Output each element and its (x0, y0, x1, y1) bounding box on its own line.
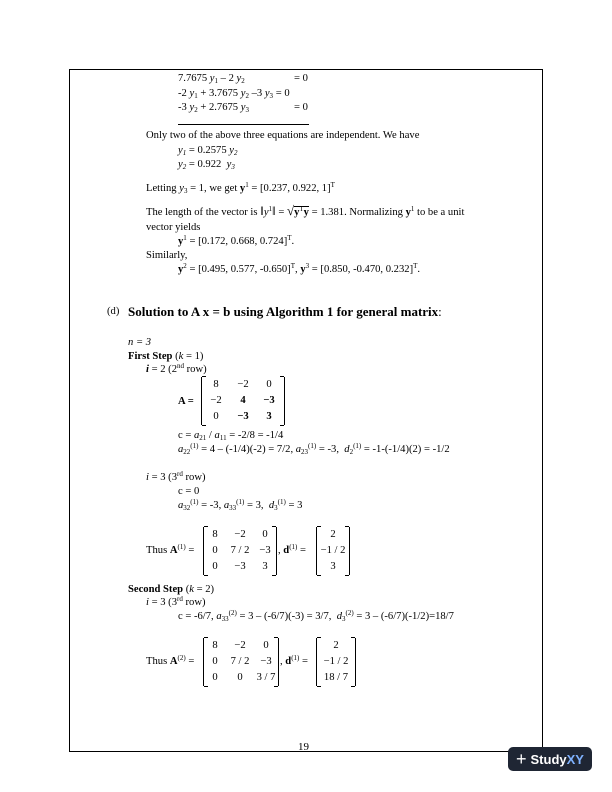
vector-yields: vector yields (146, 222, 201, 233)
logo-text: Study (530, 751, 567, 767)
matrix-cell: 3 (266, 411, 272, 422)
matrix-cell: −3 (259, 545, 271, 556)
y1-relation: $y_1 = 0.2575$ $y_2$ (178, 145, 238, 157)
letting-line: Letting $y_3 = 1$, we get $y^1 = [0.237$, 0.922, 1]$^T$ (146, 181, 335, 195)
eq1-rhs: = 0 (294, 73, 308, 84)
page-frame (69, 69, 543, 752)
matrix-cell: −2 (237, 379, 249, 390)
d1-label: , $d^{(1)}$ = (278, 543, 306, 556)
eq3-lhs: -3 $y_2 + 2.7675$ $y_3$ (178, 102, 249, 114)
matrix-cell: 2 (333, 640, 339, 651)
matrix-cell: 7 / 2 (230, 545, 250, 556)
matrix-cell: −3 (263, 395, 275, 406)
eq3-rhs: = 0 (294, 102, 308, 113)
n-line: n = 3 (128, 337, 152, 348)
c-zero: c = 0 (178, 486, 200, 497)
i2-row: i = 2 (2nd row) (146, 362, 207, 375)
matrix-cell: −1 / 2 (323, 656, 349, 667)
matrix-cell: 3 (262, 561, 268, 572)
matrix-cell: 0 (213, 411, 219, 422)
y1-unit: $y^1 = [0.172$, 0.668, 0.724]$^T$. (178, 234, 295, 247)
matrix-cell: −2 (234, 640, 246, 651)
a32-line: $a_{32}^{(1)} = -3$, $a_{33}^{(1)} = 3$, $d_3^{(1)} = 3$ (178, 498, 303, 512)
matrix-cell: −3 (237, 411, 249, 422)
page-number: 19 (298, 741, 309, 753)
vector-d2 (316, 638, 356, 686)
matrix-cell: 0 (212, 656, 218, 667)
length-line: The length of the vector is $‖y^1‖ = √y^Ty = 1.381$. Normalizing $y^1$ to be a unit (146, 203, 465, 218)
matrix-cell: 0 (266, 379, 272, 390)
matrix-cell: 3 (330, 561, 336, 572)
matrix-cell: −2 (234, 529, 246, 540)
plus-icon: + (516, 748, 527, 769)
matrix-cell: −3 (260, 656, 272, 667)
c-line-2: c = -6/7, $a_{33}^{(2)} = 3 - (-6/7)(-3) = 3/7$, $d_3^{(2)} = 3 - (-6/7)(-1/2)=18/7$ (178, 609, 454, 623)
matrix-cell: −1 / 2 (320, 545, 346, 556)
matrix-cell: 8 (212, 529, 218, 540)
eq2: -2 $y_1 + 3.7675$ $y_2$ –3 $y_3 = 0$ (178, 88, 290, 100)
eq1-lhs: 7.7675 $y_1 - 2$ $y_2$ (178, 73, 245, 85)
matrix-cell: 0 (263, 640, 269, 651)
a22-line: $a_{22}^{(1)} = 4 - (-1/4)(-2) = 7/2$, $a_{23}^{(1)} = -3$, $d_2^{(1)} = -1-(-1/4)(2) = -1/2$ (178, 442, 450, 456)
matrix-cell: 0 (212, 545, 218, 556)
section-d-label: (d) (107, 306, 120, 317)
thus-1: Thus $A^{(1)}$ = (146, 543, 195, 556)
matrix-cell: 4 (240, 395, 246, 406)
matrix-cell: 3 / 7 (256, 672, 276, 683)
eq-underline (178, 124, 309, 125)
thus-2: Thus $A^{(2)}$ = (146, 654, 195, 667)
studyxy-logo (508, 747, 592, 771)
matrix-cell: 0 (212, 561, 218, 572)
section-d-title: Solution to A x = b using Algorithm 1 for general matrix: (128, 304, 442, 319)
matrix-A1 (203, 527, 277, 575)
matrix-cell: 0 (262, 529, 268, 540)
logo-accent: XY (566, 751, 584, 767)
matrix-cell: 8 (212, 640, 218, 651)
similarly: Similarly, (146, 250, 188, 261)
vector-d1 (316, 527, 350, 575)
second-step: Second Step (k = 2) (128, 584, 215, 595)
matrix-cell: 18 / 7 (323, 672, 349, 683)
matrix-cell: −3 (234, 561, 246, 572)
A-label: A = (178, 396, 194, 407)
independent-text: Only two of the above three equations are independent. We have (146, 130, 420, 141)
d2-label: , $d^{(1)}$ = (280, 654, 308, 667)
matrix-cell: 0 (212, 672, 218, 683)
matrix-A2 (203, 638, 279, 686)
matrix-cell: 0 (237, 672, 243, 683)
matrix-cell: 8 (213, 379, 219, 390)
first-step: First Step (k = 1) (128, 351, 204, 362)
y2-y3-line: $y^2 = [0.495$, 0.577, -0.650]$^T$, $y^3 = [0.850$, -0.470, 0.232]$^T$. (178, 262, 421, 275)
matrix-cell: 2 (330, 529, 336, 540)
c-line: $c = a_{21} / a_{11} = -2/8 = -1/4$ (178, 430, 284, 442)
y2-relation: $y_2 = 0.922$ $y_3$ (178, 159, 235, 171)
matrix-A (201, 377, 285, 425)
i3-row: i = 3 (3rd row) (146, 470, 206, 483)
matrix-cell: −2 (210, 395, 222, 406)
i3-row-b: i = 3 (3rd row) (146, 595, 206, 608)
matrix-cell: 7 / 2 (230, 656, 250, 667)
